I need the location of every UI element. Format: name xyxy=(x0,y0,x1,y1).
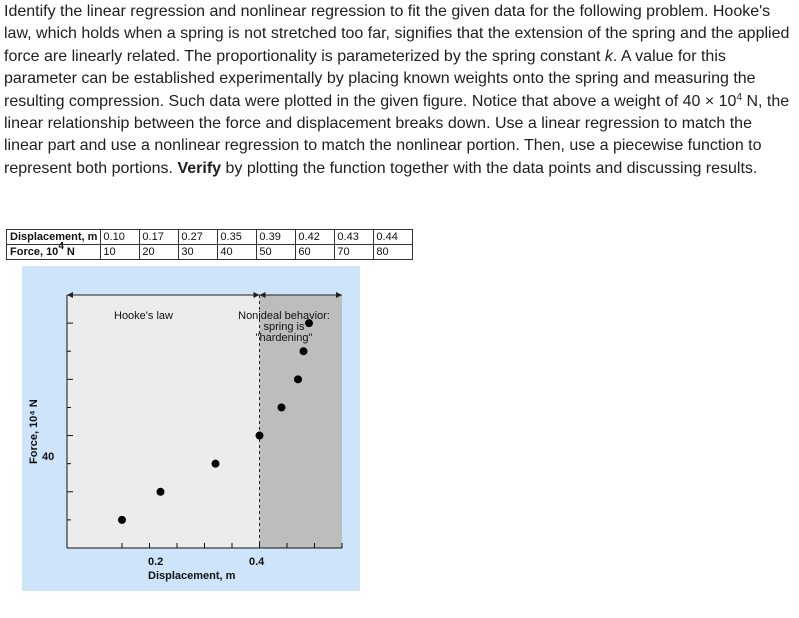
data-point xyxy=(118,516,126,524)
x-tick-label-0-2: 0.2 xyxy=(148,556,164,568)
force-header-label: Force, 10 xyxy=(10,245,59,258)
y-tick-label-40: 40 xyxy=(42,451,55,463)
displacement-cell: 0.44 xyxy=(374,230,413,245)
force-cell: 50 xyxy=(257,245,296,260)
data-point xyxy=(294,375,302,383)
displacement-cell: 0.42 xyxy=(296,230,335,245)
data-table xyxy=(6,229,413,260)
displacement-header: Displacement, m xyxy=(7,230,101,245)
force-cell: 40 xyxy=(218,245,257,260)
displacement-cell: 0.17 xyxy=(140,230,179,245)
force-cell: 70 xyxy=(335,245,374,260)
force-row xyxy=(7,245,413,260)
hookes-law-figure xyxy=(22,266,360,591)
y-axis-label: Force, 10⁴ N xyxy=(28,399,40,464)
nonideal-label xyxy=(226,311,342,344)
nonideal-line-3: "hardening" xyxy=(255,332,313,344)
problem-statement xyxy=(4,1,794,180)
displacement-cell: 0.10 xyxy=(101,230,140,245)
force-header xyxy=(7,240,101,260)
force-header-unit: N xyxy=(63,245,75,258)
problem-middle: . A value for this parameter can be established experimentally by placing known weights onto the spring and measuring the resulting compression. Such data were plotted in the given figure. Notice that above a weight of 40 × 10 xyxy=(4,47,756,110)
displacement-cell: 0.39 xyxy=(257,230,296,245)
force-header-exponent: 4 xyxy=(58,240,64,252)
x-tick-label-0-4: 0.4 xyxy=(249,556,265,568)
verify-word: Verify xyxy=(177,159,222,177)
hookes-law-label: Hooke's law xyxy=(114,310,173,322)
problem-ending: by plotting the function together with the data points and discussing results. xyxy=(221,159,758,177)
force-cell: 80 xyxy=(374,245,413,260)
force-cell: 30 xyxy=(179,245,218,260)
nonideal-line-2: spring is xyxy=(263,321,305,333)
problem-after: N, the linear relationship between the force and displacement breaks down. Use a linear regression to match the linear part and use a nonlinear regression to match the nonlinear portion. Then, use a piecewise function to represent both portions. xyxy=(4,92,790,177)
force-exponent: 4 xyxy=(736,91,743,103)
data-point xyxy=(157,488,165,496)
nonideal-line-1: Nonideal behavior: xyxy=(238,310,330,322)
displacement-row xyxy=(7,230,413,245)
problem-intro: Identify the linear regression and nonlinear regression to fit the given data for the following problem. Hooke's law, which holds when a spring is not stretched too far, signifies that the extension of the spring and the applied force are linearly related. The proportionality is parameterized by the spring constant xyxy=(4,3,790,65)
displacement-cell: 0.43 xyxy=(335,230,374,245)
force-cell: 60 xyxy=(296,245,335,260)
displacement-cell: 0.35 xyxy=(218,230,257,245)
data-point xyxy=(256,432,264,440)
x-axis-label: Displacement, m xyxy=(148,570,236,582)
data-point xyxy=(212,460,220,468)
displacement-cell: 0.27 xyxy=(179,230,218,245)
data-point xyxy=(278,403,286,411)
force-cell: 20 xyxy=(140,245,179,260)
spring-constant-symbol: k xyxy=(604,47,613,65)
force-cell: 10 xyxy=(101,245,140,260)
data-point xyxy=(300,347,308,355)
